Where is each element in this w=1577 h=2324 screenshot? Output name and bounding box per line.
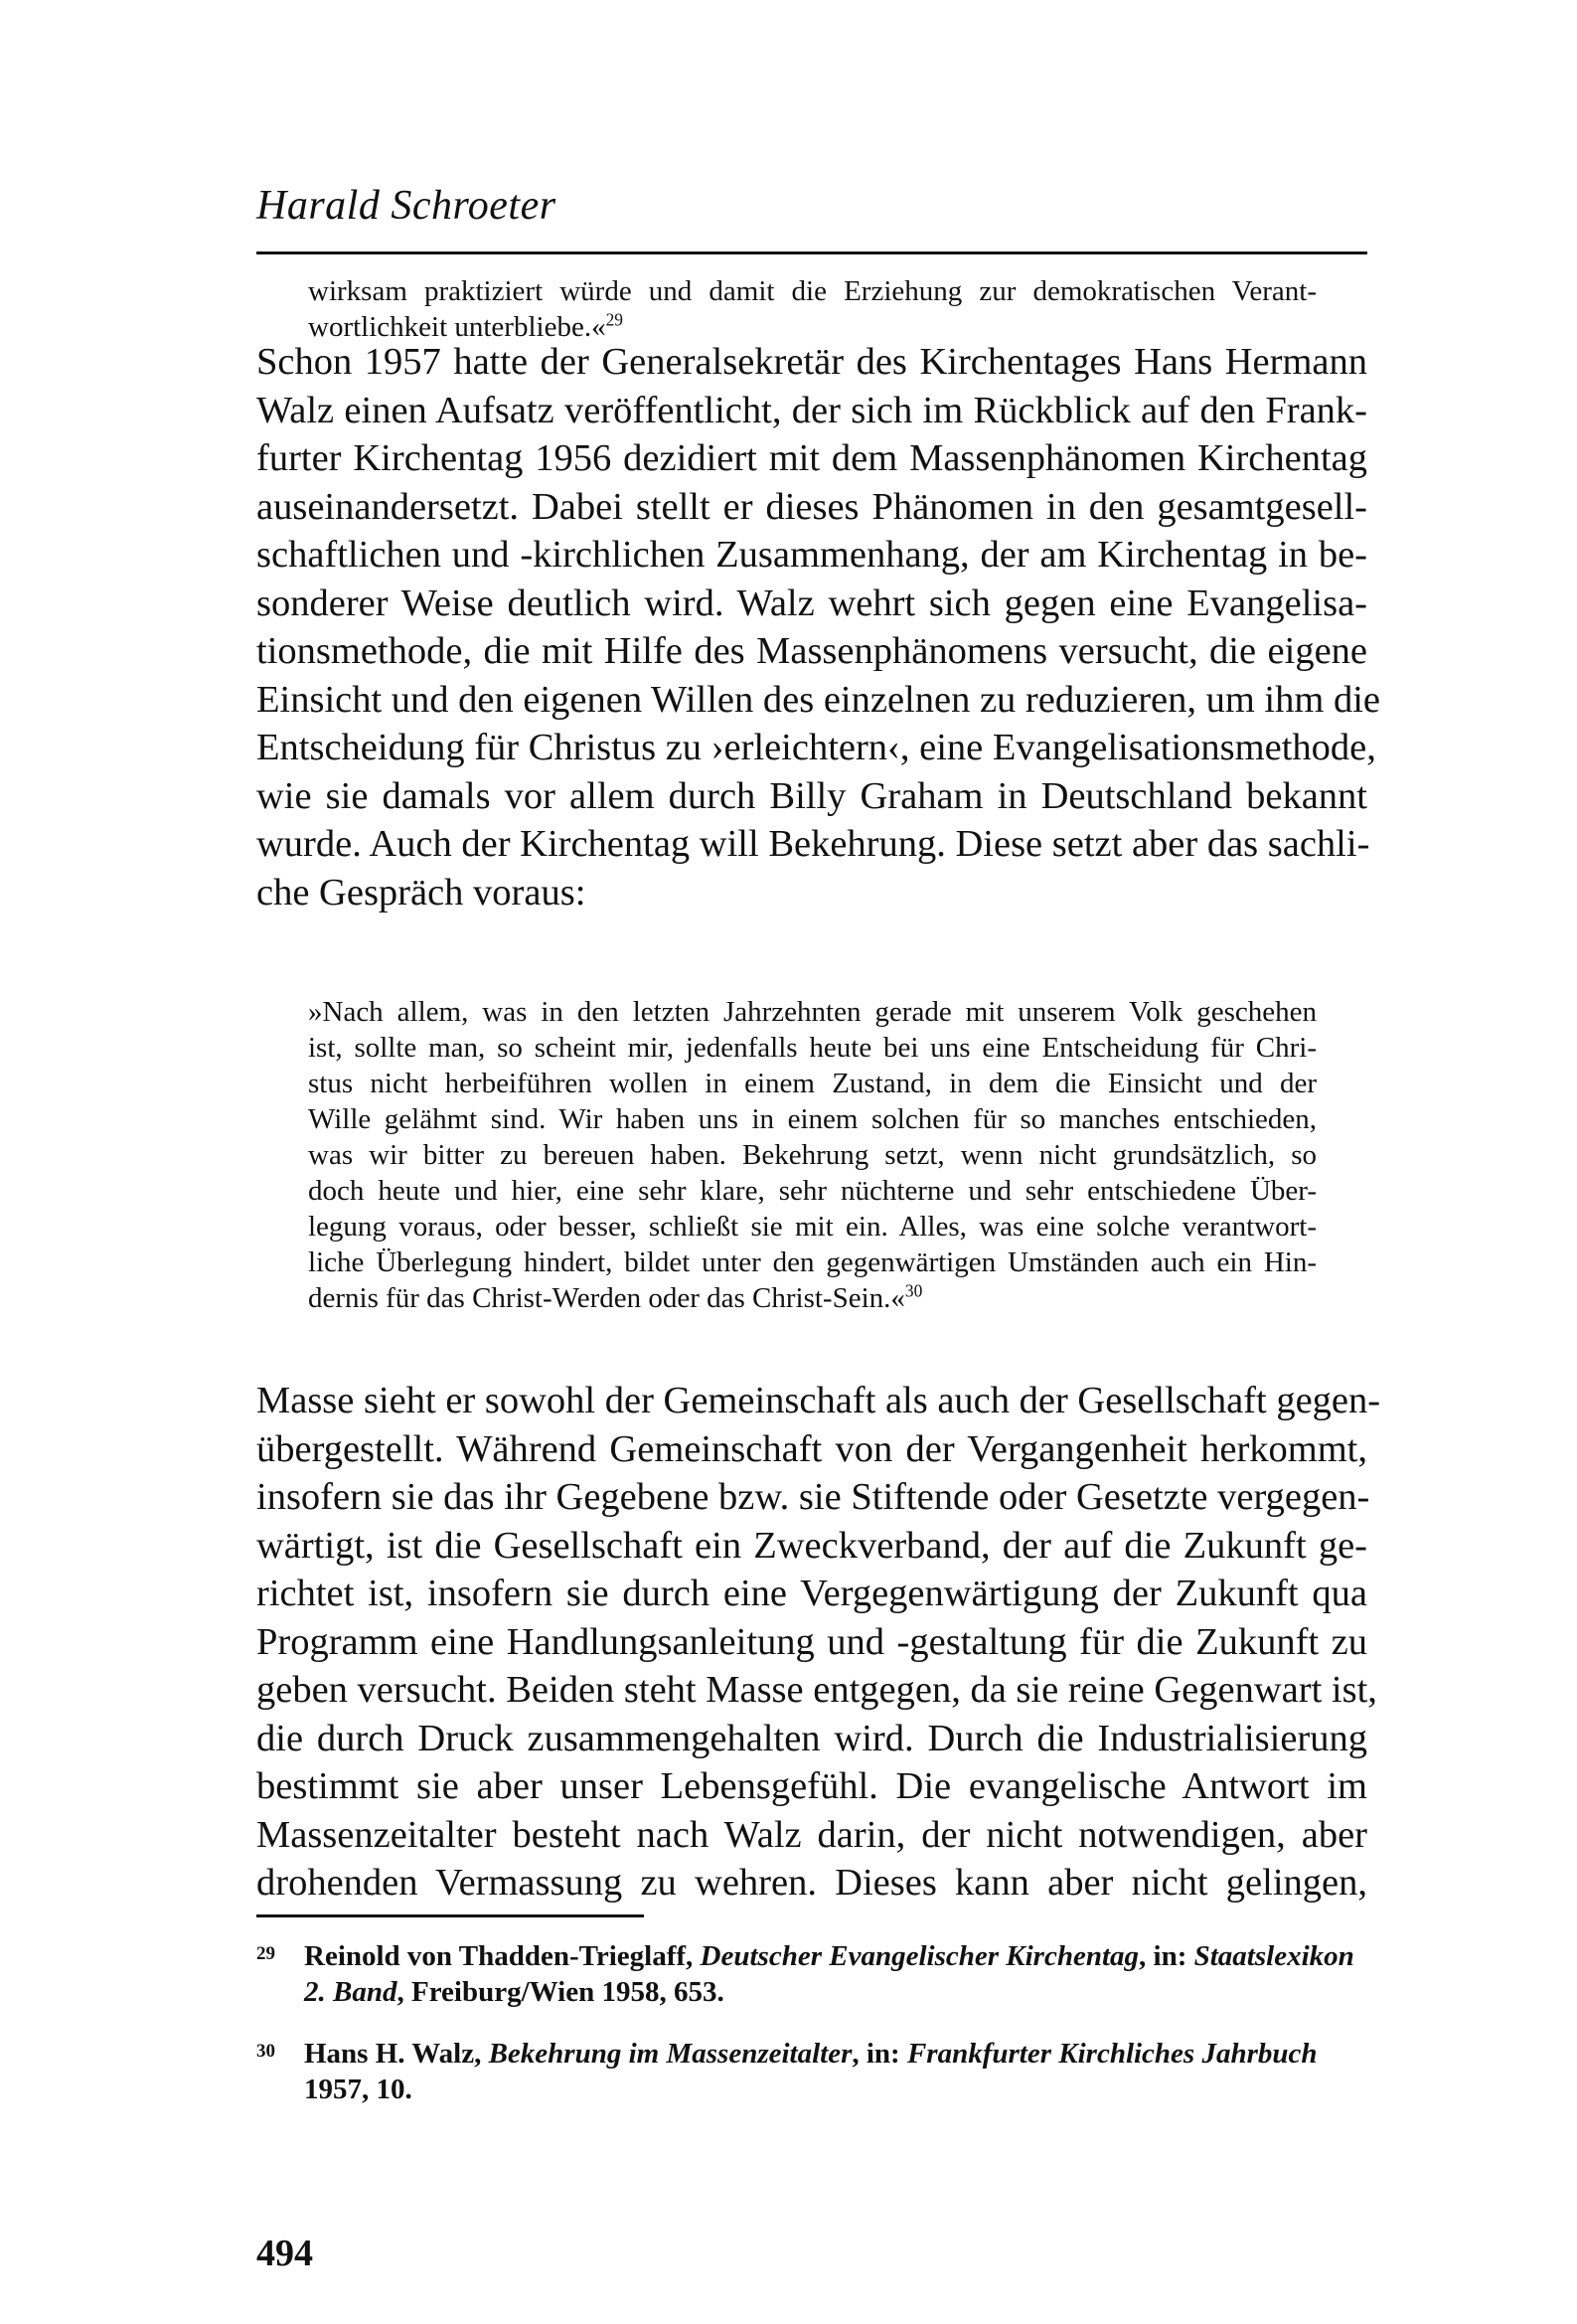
paragraph-walz-essay [256, 338, 1380, 916]
text-line: wärtigt, ist die Gesellschaft ein Zweckverband, der auf die Zukunft ge- [256, 1524, 1367, 1567]
text-line: auseinandersetzt. Dabei stellt er dieses Phänomen in den gesamtgesell- [256, 485, 1367, 528]
text-line: geben versucht. Beiden steht Masse entgegen, da sie reine Gegenwart ist, [256, 1669, 1377, 1711]
text-line: was wir bitter zu bereuen haben. Bekehrung setzt, wenn nicht grundsätzlich, so [308, 1139, 1317, 1171]
text-line: die durch Druck zusammengehalten wird. Durch die Industrialisierung [256, 1717, 1367, 1759]
text-line: furter Kirchentag 1956 dezidiert mit dem Massenphänomen Kirchentag [256, 437, 1367, 479]
text-line: legung voraus, oder besser, schließt sie mit ein. Alles, was eine solche verantwort- [308, 1211, 1317, 1243]
footnote-line: Hans H. Walz, Bekehrung im Massenzeitalter, in: Frankfurter Kirchliches Jahrbuch [304, 2038, 1318, 2070]
block-quote-walz [308, 994, 1317, 1316]
footnote-ref-30: 30 [904, 1280, 923, 1301]
footnotes [256, 1938, 1367, 2133]
text-line: »Nach allem, was in den letzten Jahrzehnten gerade mit unserem Volk geschehen [308, 996, 1317, 1028]
text-line-last: wortlichkeit unterbliebe.«$^{29}$ [308, 309, 623, 343]
text-line: übergestellt. Während Gemeinschaft von der Vergangenheit herkommt, [256, 1427, 1367, 1470]
text-line: Programm eine Handlungsanleitung und -gestaltung für die Zukunft zu [256, 1620, 1367, 1663]
text-line: wirksam praktiziert würde und damit die Erziehung zur demokratischen Verant- [308, 275, 1317, 307]
text-line: Schon 1957 hatte der Generalsekretär des Kirchentages Hans Hermann [256, 341, 1367, 383]
text-line: ist, sollte man, so scheint mir, jedenfalls heute bei uns eine Entscheidung für Chri- [308, 1032, 1317, 1064]
footnote-29 [256, 1938, 1367, 2010]
footnote-number: 30 [256, 2041, 275, 2062]
footnote-line: 1957, 10. [304, 2074, 412, 2105]
text-line: tionsmethode, die mit Hilfe des Massenphänomens versucht, die eigene [256, 630, 1367, 672]
text-line-last: dernis für das Christ-Werden oder das Christ-Sein.«$^{30}$ [308, 1280, 923, 1314]
footnote-text [304, 1938, 1367, 2010]
text-line: Einsicht und den eigenen Willen des einzelnen zu reduzieren, um ihm die [256, 678, 1380, 721]
text-line: Masse sieht er sowohl der Gemeinschaft als auch der Gesellschaft gegen- [256, 1380, 1381, 1421]
text-line: wie sie damals vor allem durch Billy Graham in Deutschland bekannt [256, 774, 1367, 817]
text-line: Walz einen Aufsatz veröffentlicht, der sich im Rückblick auf den Frank- [256, 389, 1367, 431]
running-head-author: Harald Schroeter [256, 183, 556, 229]
text-line: sonderer Weise deutlich wird. Walz wehrt sich gegen eine Evangelisa- [256, 581, 1367, 624]
text-line: Massenzeitalter besteht nach Walz darin, der nicht notwendigen, aber [256, 1813, 1367, 1856]
header-rule [256, 251, 1367, 254]
quote-continuation [308, 273, 1317, 345]
text-line: richtet ist, insofern sie durch eine Vergegenwärtigung der Zukunft qua [256, 1573, 1367, 1614]
text-line: drohenden Vermassung zu wehren. Dieses kann aber nicht gelingen, [256, 1862, 1367, 1904]
footnote-ref-29: 29 [605, 309, 623, 330]
footnote-30 [256, 2036, 1367, 2107]
page-number: 494 [256, 2233, 313, 2274]
text-line: Entscheidung für Christus zu ›erleichtern‹, eine Evangelisationsmethode, [256, 727, 1376, 768]
text-line: bestimmt sie aber unser Lebensgefühl. Die evangelische Antwort im [256, 1765, 1367, 1807]
text-line: stus nicht herbeiführen wollen in einem Zustand, in dem die Einsicht und der [308, 1068, 1317, 1099]
footnote-rule [256, 1914, 644, 1917]
footnote-number: 29 [256, 1943, 275, 1964]
text-line: insofern sie das ihr Gegebene bzw. sie Stiftende oder Gesetzte vergegen- [256, 1476, 1370, 1518]
footnote-line: 2. Band, Freiburg/Wien 1958, 653. [304, 1976, 724, 2008]
text-line: schaftlichen und -kirchlichen Zusammenhang, der am Kirchentag in be- [256, 534, 1367, 576]
text-line: doch heute und hier, eine sehr klare, sehr nüchterne und sehr entschiedene Über- [308, 1175, 1317, 1207]
text-line: wurde. Auch der Kirchentag will Bekehrung. Diese setzt aber das sachli- [256, 823, 1370, 865]
footnote-line: Reinold von Thadden-Trieglaff, Deutscher Evangelischer Kirchentag, in: Staatslexikon [304, 1940, 1354, 1972]
footnote-text [304, 2036, 1367, 2107]
text-line-last: che Gespräch voraus: [256, 871, 586, 913]
text-line: liche Überlegung hindert, bildet unter den gegenwärtigen Umständen auch ein Hin- [308, 1246, 1317, 1278]
text-line: Wille gelähmt sind. Wir haben uns in einem solchen für so manches entschieden, [308, 1103, 1317, 1135]
paragraph-masse [256, 1377, 1381, 1908]
